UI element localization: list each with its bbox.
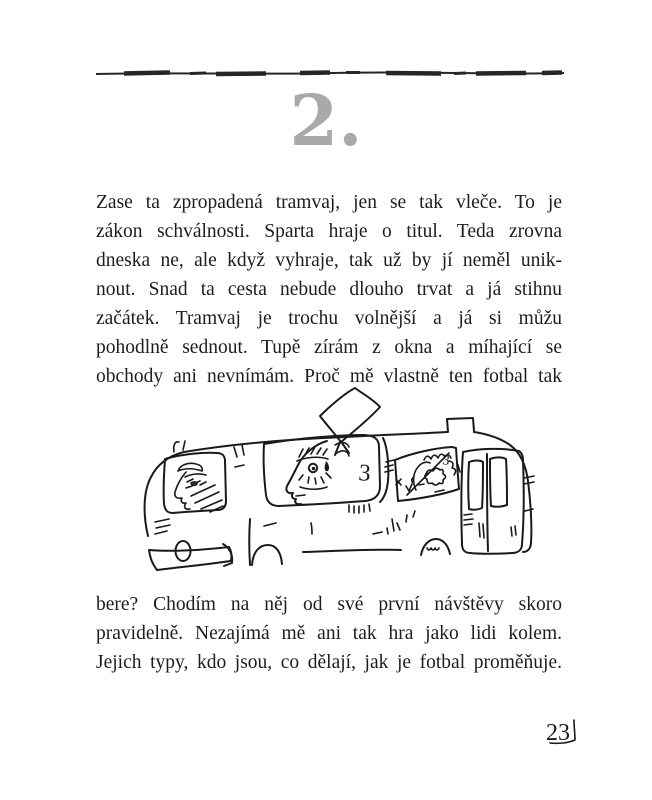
chapter-number: 2.: [289, 79, 363, 162]
text-line: nout. Snad ta cesta nebude dlouho trvat a já stihnu: [96, 279, 562, 300]
tram-illustration: [130, 382, 542, 588]
text-line: bere? Chodím na něj od své první návštěvy skoro: [96, 594, 562, 615]
paragraph-top: [96, 188, 562, 391]
route-number: 3: [441, 453, 451, 469]
text-line: Zase ta zpropadená tramvaj, jen se tak vleče. To je: [96, 192, 562, 213]
text-line: začátek. Tramvaj je trochu volnější a já si můžu: [96, 308, 562, 329]
text-line: pravidelně. Nezajímá mě ani tak hra jako lidi kolem.: [96, 623, 562, 644]
text-line: zákon schválnosti. Sparta hraje o titul. Teda zrovna: [96, 221, 562, 242]
page-number: 23: [546, 720, 570, 746]
corner-bracket-icon: [548, 714, 582, 748]
route-number: 3: [357, 460, 372, 488]
chapter-divider-rule: [94, 66, 566, 80]
paragraph-bottom: [96, 590, 562, 677]
text-line: dneska ne, ale když vyhraje, tak už by jí neměl unik-: [96, 250, 562, 271]
text-line: obchody ani nevnímám. Proč mě vlastně ten fotbal tak: [96, 366, 562, 387]
text-line: pohodlně sednout. Tupě zírám z okna a míhající se: [96, 337, 562, 358]
text-line: Jejich typy, kdo jsou, co dělají, jak je fotbal proměňuje.: [96, 652, 562, 673]
pantograph-icon: [320, 388, 380, 442]
